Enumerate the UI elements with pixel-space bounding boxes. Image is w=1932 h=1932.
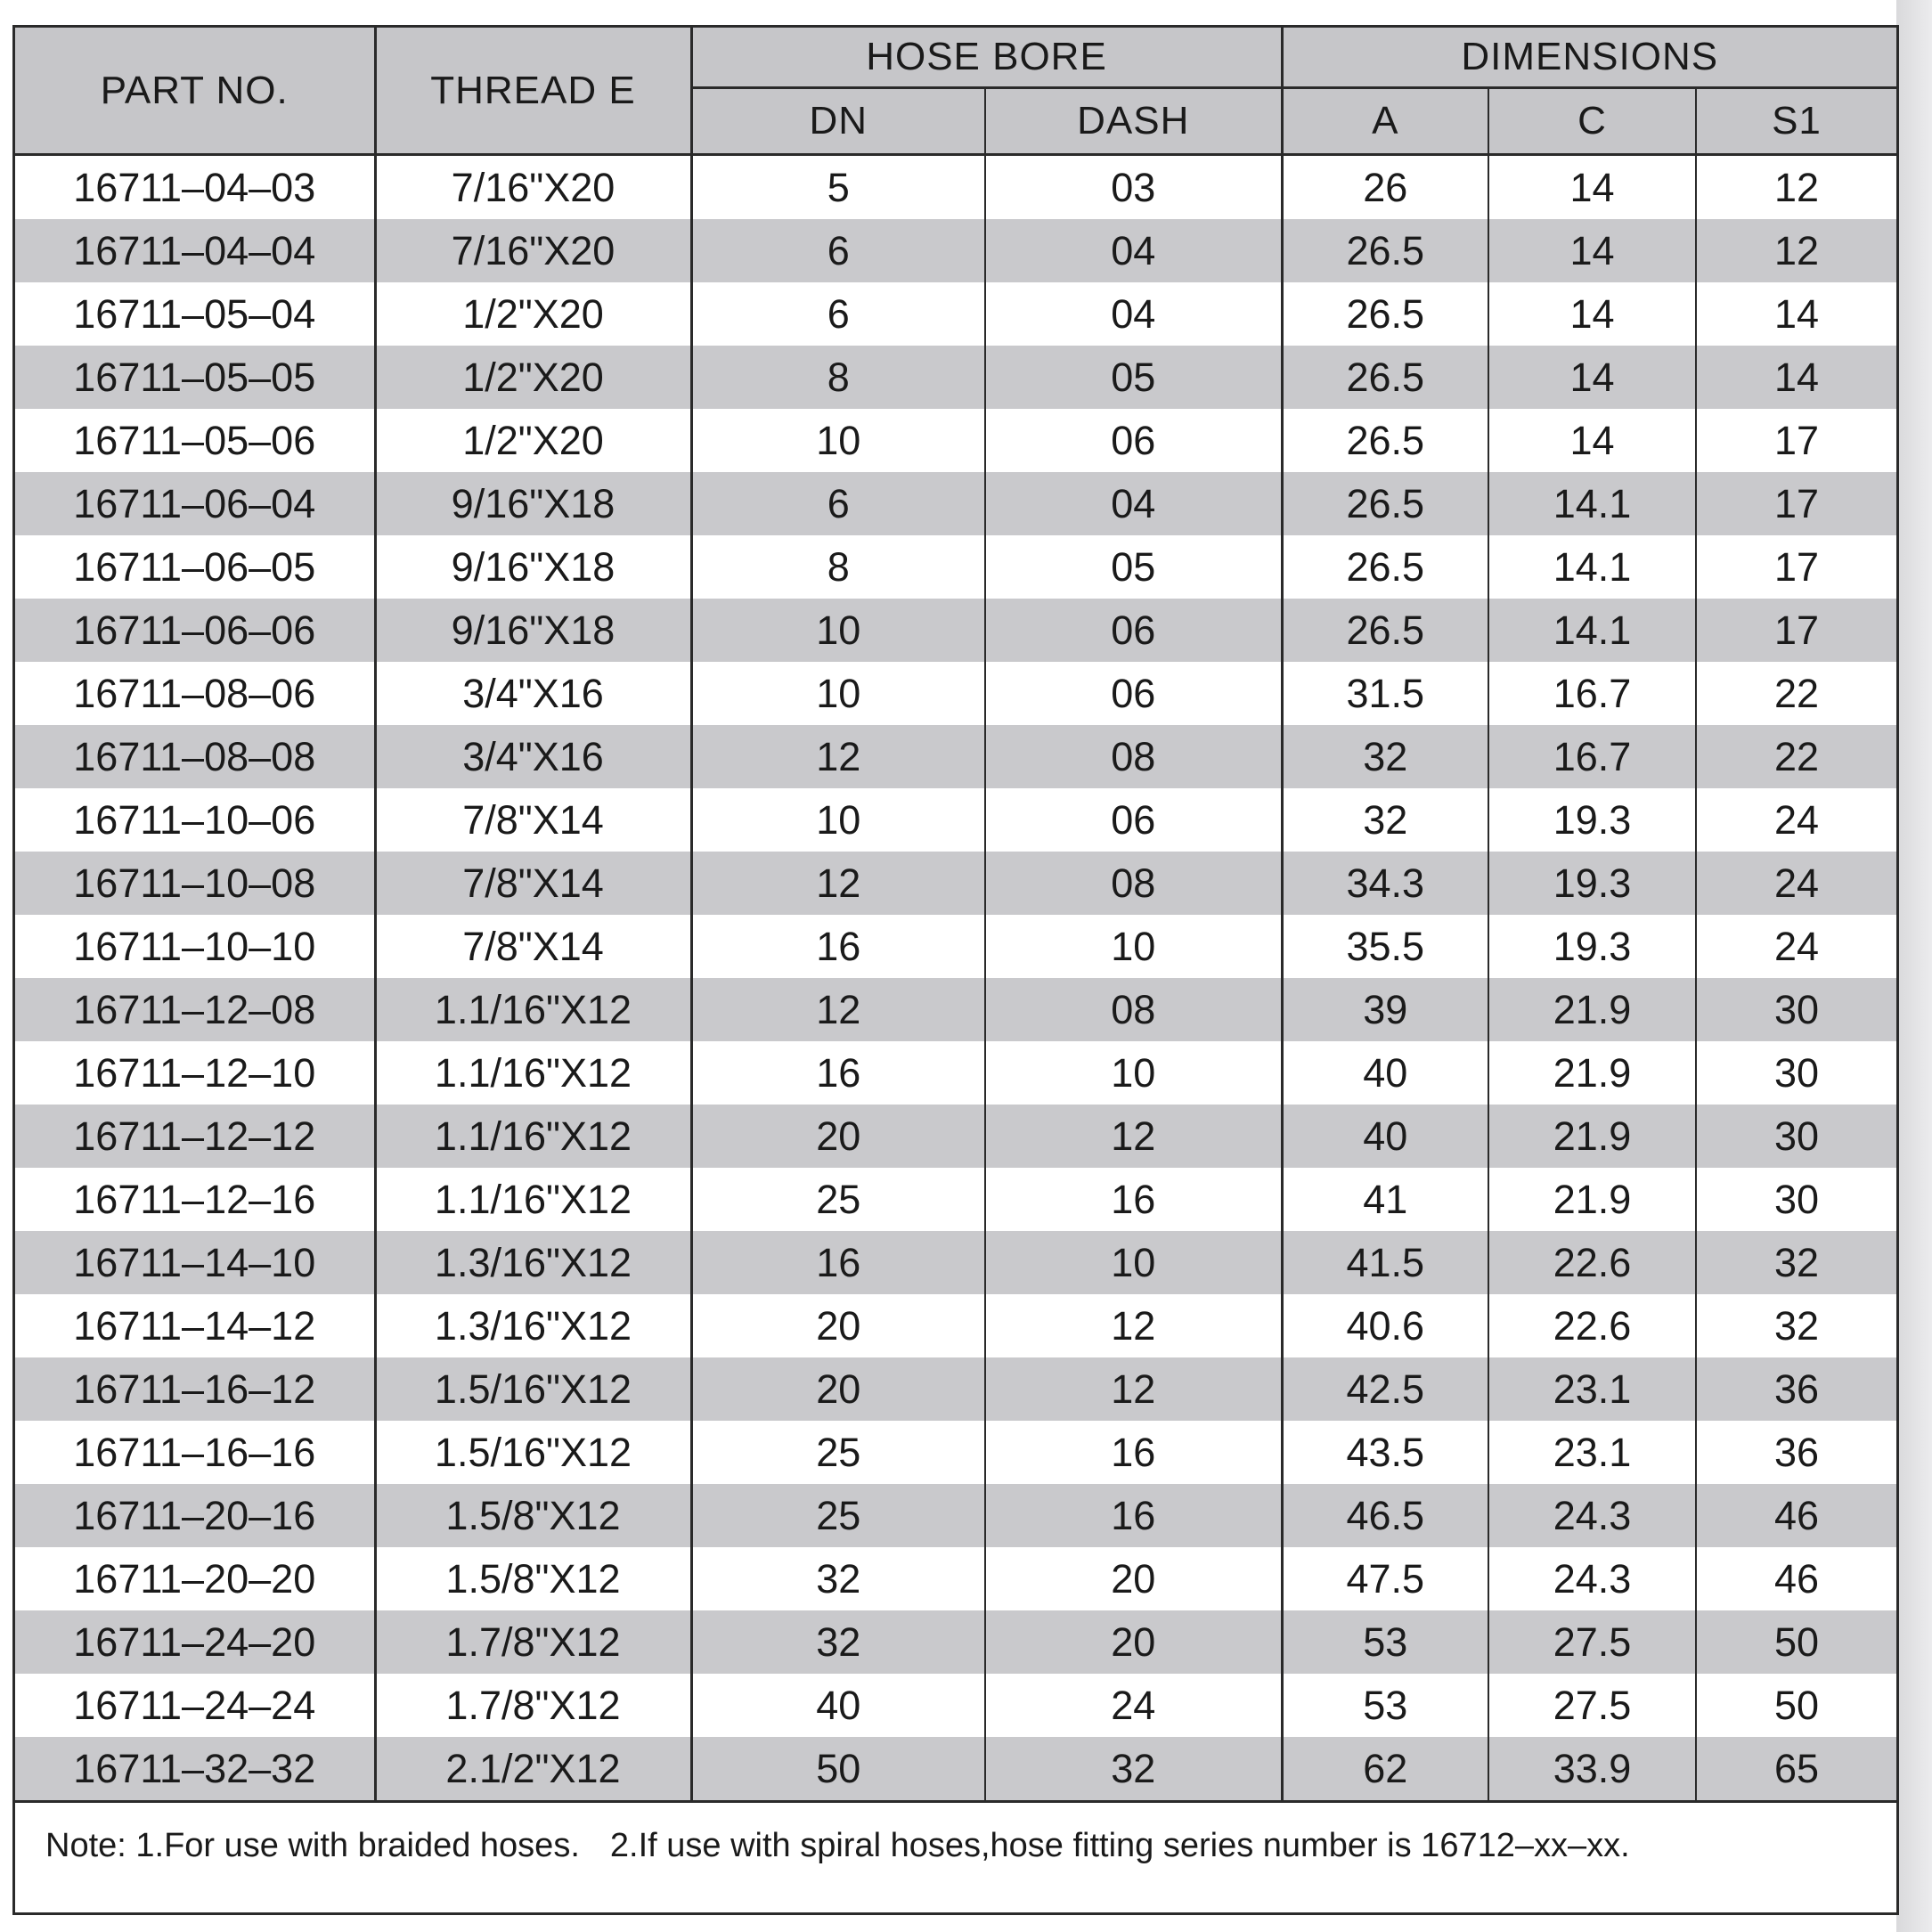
cell-part-no: 16711–16–12 [15, 1357, 375, 1421]
table-row [15, 1484, 1896, 1547]
cell-s1: 17 [1696, 409, 1896, 472]
cell-dash: 06 [985, 599, 1282, 662]
cell-dn: 10 [691, 599, 985, 662]
cell-part-no: 16711–12–08 [15, 978, 375, 1041]
cell-dn: 6 [691, 219, 985, 282]
cell-dn: 6 [691, 282, 985, 346]
cell-dash: 06 [985, 409, 1282, 472]
cell-a: 26.5 [1282, 535, 1488, 599]
cell-dash: 24 [985, 1674, 1282, 1737]
cell-dash: 16 [985, 1484, 1282, 1547]
cell-thread: 1.5/16"X12 [375, 1421, 691, 1484]
cell-thread: 7/16"X20 [375, 219, 691, 282]
cell-thread: 1.1/16"X12 [375, 1041, 691, 1105]
cell-thread: 1.5/8"X12 [375, 1547, 691, 1610]
cell-dash: 08 [985, 852, 1282, 915]
cell-dn: 20 [691, 1105, 985, 1168]
cell-dash: 08 [985, 725, 1282, 788]
cell-dn: 25 [691, 1168, 985, 1231]
cell-c: 22.6 [1488, 1231, 1696, 1294]
cell-c: 33.9 [1488, 1737, 1696, 1802]
cell-part-no: 16711–06–05 [15, 535, 375, 599]
cell-s1: 30 [1696, 1168, 1896, 1231]
cell-c: 27.5 [1488, 1674, 1696, 1737]
cell-a: 42.5 [1282, 1357, 1488, 1421]
cell-dn: 25 [691, 1484, 985, 1547]
cell-dn: 12 [691, 725, 985, 788]
footnote-spiral: 2.If use with spiral hoses,hose fitting series number is 16712–xx–xx. [609, 1827, 1630, 1864]
cell-a: 43.5 [1282, 1421, 1488, 1484]
cell-a: 62 [1282, 1737, 1488, 1802]
header-a: A [1282, 88, 1488, 155]
cell-dn: 10 [691, 409, 985, 472]
cell-dash: 20 [985, 1610, 1282, 1674]
fitting-spec-table [15, 28, 1896, 1803]
cell-dash: 12 [985, 1357, 1282, 1421]
cell-dn: 20 [691, 1357, 985, 1421]
cell-dash: 04 [985, 219, 1282, 282]
cell-part-no: 16711–05–06 [15, 409, 375, 472]
cell-thread: 1.1/16"X12 [375, 1105, 691, 1168]
header-dn: DN [691, 88, 985, 155]
cell-thread: 1.1/16"X12 [375, 978, 691, 1041]
cell-c: 14 [1488, 155, 1696, 220]
cell-a: 32 [1282, 788, 1488, 852]
cell-s1: 12 [1696, 155, 1896, 220]
table-row [15, 1547, 1896, 1610]
cell-dn: 10 [691, 662, 985, 725]
cell-a: 31.5 [1282, 662, 1488, 725]
cell-part-no: 16711–20–20 [15, 1547, 375, 1610]
cell-c: 14 [1488, 282, 1696, 346]
cell-a: 47.5 [1282, 1547, 1488, 1610]
cell-s1: 22 [1696, 725, 1896, 788]
cell-thread: 1.1/16"X12 [375, 1168, 691, 1231]
cell-s1: 17 [1696, 535, 1896, 599]
cell-part-no: 16711–06–04 [15, 472, 375, 535]
cell-dash: 10 [985, 1041, 1282, 1105]
table-row [15, 788, 1896, 852]
cell-thread: 1.5/16"X12 [375, 1357, 691, 1421]
cell-c: 21.9 [1488, 978, 1696, 1041]
cell-part-no: 16711–04–03 [15, 155, 375, 220]
table-row [15, 472, 1896, 535]
cell-a: 26.5 [1282, 282, 1488, 346]
cell-c: 23.1 [1488, 1357, 1696, 1421]
table-row [15, 662, 1896, 725]
cell-a: 53 [1282, 1674, 1488, 1737]
cell-part-no: 16711–14–10 [15, 1231, 375, 1294]
cell-thread: 3/4"X16 [375, 725, 691, 788]
cell-thread: 2.1/2"X12 [375, 1737, 691, 1802]
cell-s1: 30 [1696, 1041, 1896, 1105]
cell-s1: 32 [1696, 1231, 1896, 1294]
table-row [15, 1737, 1896, 1802]
header-part-no: PART NO. [15, 28, 375, 155]
cell-a: 26.5 [1282, 346, 1488, 409]
cell-thread: 9/16"X18 [375, 472, 691, 535]
header-dimensions: DIMENSIONS [1282, 28, 1896, 88]
cell-s1: 65 [1696, 1737, 1896, 1802]
cell-s1: 24 [1696, 915, 1896, 978]
table-row [15, 852, 1896, 915]
cell-part-no: 16711–20–16 [15, 1484, 375, 1547]
spec-sheet [12, 25, 1899, 1915]
cell-a: 35.5 [1282, 915, 1488, 978]
cell-s1: 22 [1696, 662, 1896, 725]
cell-s1: 14 [1696, 282, 1896, 346]
cell-dn: 25 [691, 1421, 985, 1484]
cell-c: 22.6 [1488, 1294, 1696, 1357]
cell-a: 26.5 [1282, 219, 1488, 282]
cell-c: 14 [1488, 346, 1696, 409]
table-row [15, 1610, 1896, 1674]
cell-a: 39 [1282, 978, 1488, 1041]
cell-s1: 17 [1696, 599, 1896, 662]
cell-thread: 1.3/16"X12 [375, 1231, 691, 1294]
cell-s1: 46 [1696, 1484, 1896, 1547]
table-row [15, 1357, 1896, 1421]
cell-dn: 32 [691, 1547, 985, 1610]
cell-dn: 40 [691, 1674, 985, 1737]
table-body [15, 155, 1896, 1802]
cell-s1: 24 [1696, 852, 1896, 915]
cell-part-no: 16711–08–06 [15, 662, 375, 725]
cell-s1: 14 [1696, 346, 1896, 409]
cell-s1: 17 [1696, 472, 1896, 535]
table-row [15, 599, 1896, 662]
table-row [15, 346, 1896, 409]
header-thread: THREAD E [375, 28, 691, 155]
cell-dash: 05 [985, 346, 1282, 409]
cell-dn: 8 [691, 346, 985, 409]
table-row [15, 978, 1896, 1041]
cell-dn: 6 [691, 472, 985, 535]
cell-dash: 16 [985, 1168, 1282, 1231]
cell-part-no: 16711–08–08 [15, 725, 375, 788]
table-row [15, 282, 1896, 346]
cell-thread: 7/8"X14 [375, 915, 691, 978]
cell-dn: 12 [691, 978, 985, 1041]
table-row [15, 1421, 1896, 1484]
header-hose-bore: HOSE BORE [691, 28, 1282, 88]
cell-part-no: 16711–10–06 [15, 788, 375, 852]
header-c: C [1488, 88, 1696, 155]
cell-part-no: 16711–05–05 [15, 346, 375, 409]
cell-a: 26.5 [1282, 409, 1488, 472]
table-row [15, 219, 1896, 282]
cell-c: 24.3 [1488, 1547, 1696, 1610]
cell-c: 21.9 [1488, 1105, 1696, 1168]
cell-thread: 7/8"X14 [375, 852, 691, 915]
cell-part-no: 16711–10–08 [15, 852, 375, 915]
cell-a: 53 [1282, 1610, 1488, 1674]
cell-s1: 32 [1696, 1294, 1896, 1357]
table-row [15, 1105, 1896, 1168]
cell-thread: 1/2"X20 [375, 282, 691, 346]
cell-part-no: 16711–24–24 [15, 1674, 375, 1737]
cell-c: 14.1 [1488, 472, 1696, 535]
cell-thread: 7/16"X20 [375, 155, 691, 220]
cell-a: 26.5 [1282, 472, 1488, 535]
cell-dn: 12 [691, 852, 985, 915]
cell-part-no: 16711–04–04 [15, 219, 375, 282]
cell-c: 14.1 [1488, 599, 1696, 662]
cell-part-no: 16711–06–06 [15, 599, 375, 662]
cell-a: 32 [1282, 725, 1488, 788]
cell-s1: 36 [1696, 1421, 1896, 1484]
cell-s1: 46 [1696, 1547, 1896, 1610]
cell-c: 14.1 [1488, 535, 1696, 599]
cell-dn: 5 [691, 155, 985, 220]
cell-part-no: 16711–24–20 [15, 1610, 375, 1674]
cell-c: 19.3 [1488, 915, 1696, 978]
cell-dash: 04 [985, 472, 1282, 535]
table-row [15, 155, 1896, 220]
table-row [15, 725, 1896, 788]
table-row [15, 1041, 1896, 1105]
cell-thread: 3/4"X16 [375, 662, 691, 725]
cell-a: 40.6 [1282, 1294, 1488, 1357]
cell-c: 27.5 [1488, 1610, 1696, 1674]
cell-a: 26.5 [1282, 599, 1488, 662]
cell-c: 14 [1488, 409, 1696, 472]
footnote [45, 1827, 1630, 1865]
cell-c: 23.1 [1488, 1421, 1696, 1484]
cell-c: 19.3 [1488, 852, 1696, 915]
cell-a: 46.5 [1282, 1484, 1488, 1547]
table-row [15, 1231, 1896, 1294]
cell-thread: 7/8"X14 [375, 788, 691, 852]
cell-a: 34.3 [1282, 852, 1488, 915]
cell-dn: 16 [691, 1231, 985, 1294]
table-row [15, 1674, 1896, 1737]
cell-dn: 16 [691, 915, 985, 978]
cell-a: 40 [1282, 1041, 1488, 1105]
cell-a: 41 [1282, 1168, 1488, 1231]
cell-part-no: 16711–32–32 [15, 1737, 375, 1802]
cell-thread: 1.7/8"X12 [375, 1610, 691, 1674]
cell-thread: 1/2"X20 [375, 409, 691, 472]
cell-dn: 16 [691, 1041, 985, 1105]
header-dash: DASH [985, 88, 1282, 155]
cell-dash: 20 [985, 1547, 1282, 1610]
cell-dash: 16 [985, 1421, 1282, 1484]
cell-part-no: 16711–14–12 [15, 1294, 375, 1357]
cell-s1: 12 [1696, 219, 1896, 282]
cell-part-no: 16711–12–16 [15, 1168, 375, 1231]
cell-dash: 04 [985, 282, 1282, 346]
cell-dash: 06 [985, 662, 1282, 725]
cell-a: 40 [1282, 1105, 1488, 1168]
cell-c: 14 [1488, 219, 1696, 282]
cell-thread: 1.7/8"X12 [375, 1674, 691, 1737]
cell-c: 16.7 [1488, 725, 1696, 788]
table-row [15, 535, 1896, 599]
table-row [15, 409, 1896, 472]
cell-thread: 1/2"X20 [375, 346, 691, 409]
cell-dash: 32 [985, 1737, 1282, 1802]
cell-s1: 36 [1696, 1357, 1896, 1421]
cell-dash: 12 [985, 1294, 1282, 1357]
cell-dash: 12 [985, 1105, 1282, 1168]
cell-dn: 10 [691, 788, 985, 852]
cell-thread: 9/16"X18 [375, 535, 691, 599]
cell-c: 19.3 [1488, 788, 1696, 852]
cell-a: 26 [1282, 155, 1488, 220]
cell-thread: 1.3/16"X12 [375, 1294, 691, 1357]
cell-dn: 32 [691, 1610, 985, 1674]
cell-s1: 30 [1696, 978, 1896, 1041]
cell-s1: 24 [1696, 788, 1896, 852]
cell-dash: 08 [985, 978, 1282, 1041]
cell-s1: 50 [1696, 1610, 1896, 1674]
cell-a: 41.5 [1282, 1231, 1488, 1294]
cell-c: 16.7 [1488, 662, 1696, 725]
cell-part-no: 16711–12–10 [15, 1041, 375, 1105]
cell-dash: 05 [985, 535, 1282, 599]
page-edge-shadow [1896, 0, 1932, 1932]
footnote-braided: Note: 1.For use with braided hoses. [45, 1827, 580, 1864]
cell-part-no: 16711–16–16 [15, 1421, 375, 1484]
cell-c: 21.9 [1488, 1168, 1696, 1231]
table-row [15, 915, 1896, 978]
cell-s1: 30 [1696, 1105, 1896, 1168]
cell-dn: 20 [691, 1294, 985, 1357]
cell-dash: 06 [985, 788, 1282, 852]
cell-dn: 50 [691, 1737, 985, 1802]
cell-c: 24.3 [1488, 1484, 1696, 1547]
cell-dn: 8 [691, 535, 985, 599]
cell-dash: 03 [985, 155, 1282, 220]
cell-thread: 9/16"X18 [375, 599, 691, 662]
cell-part-no: 16711–05–04 [15, 282, 375, 346]
cell-dash: 10 [985, 915, 1282, 978]
cell-part-no: 16711–12–12 [15, 1105, 375, 1168]
header-s1: S1 [1696, 88, 1896, 155]
table-row [15, 1168, 1896, 1231]
table-row [15, 1294, 1896, 1357]
cell-part-no: 16711–10–10 [15, 915, 375, 978]
cell-s1: 50 [1696, 1674, 1896, 1737]
cell-dash: 10 [985, 1231, 1282, 1294]
cell-c: 21.9 [1488, 1041, 1696, 1105]
cell-thread: 1.5/8"X12 [375, 1484, 691, 1547]
